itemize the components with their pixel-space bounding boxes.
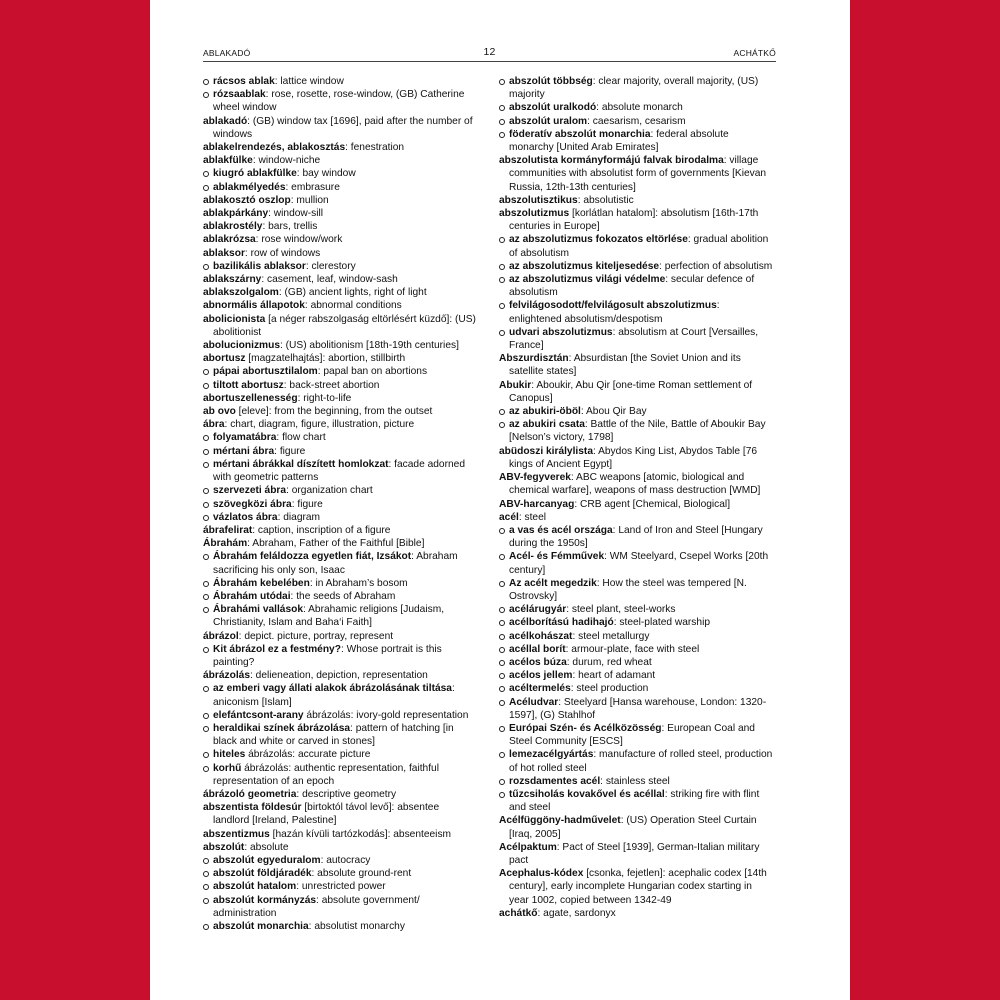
sub-entry: [499, 682, 774, 695]
sub-entry: [499, 577, 774, 603]
headword: lemezacélgyártás: [509, 749, 594, 761]
definition: : clear majority, overall majority, (US) majority: [509, 76, 759, 101]
headword: acél: [499, 511, 519, 523]
headword: ABV-harcanyag: [499, 498, 575, 510]
headword: heraldikai színek ábrázolása: [213, 722, 351, 734]
definition: : window-sill: [268, 208, 324, 220]
sub-entry: [499, 233, 774, 259]
page-number: 12: [483, 46, 496, 58]
headword: abszentista földesúr: [203, 802, 302, 814]
headword: abszolút: [203, 841, 245, 853]
sub-entry: [203, 867, 478, 880]
headword: rozsdamentes acél: [509, 775, 601, 787]
dictionary-entry: [499, 907, 774, 920]
sub-entry: [203, 379, 478, 392]
sub-entry: [203, 88, 478, 114]
headword: szövegközi ábra: [213, 498, 292, 510]
sub-entry: [203, 167, 478, 180]
definition: : autocracy: [320, 854, 371, 866]
headword: ablakrózsa: [203, 234, 256, 246]
definition: : figure: [274, 445, 306, 457]
dictionary-entry: [499, 207, 774, 233]
definition: [hazán kívüli tartózkodás]: absenteeism: [269, 828, 452, 840]
headword: abszolút hatalom: [213, 881, 297, 893]
definition: ábrázolás: ivory-gold representation: [303, 709, 469, 721]
headword: Ábrahám feláldozza egyetlen fiát, Izsákot: [213, 551, 412, 563]
definition: : enlightened absolutism/despotism: [509, 300, 720, 325]
sub-entry: [499, 299, 774, 325]
dictionary-entry: [203, 537, 478, 550]
definition: : absolute monarch: [596, 102, 683, 114]
headword: Acél- és Fémművek: [509, 551, 605, 563]
headword: Acéludvar: [509, 696, 559, 708]
headword: Ábrahám utódai: [213, 590, 291, 602]
headword: ábrázolás: [203, 670, 250, 682]
headword: acélos búza: [509, 656, 567, 668]
definition: : facade adorned with geometric patterns: [213, 458, 465, 484]
sub-entry: [499, 418, 774, 444]
headword: az abszolutizmus kiteljesedése: [509, 260, 660, 272]
definition: : bars, trellis: [262, 221, 318, 233]
definition: : pattern of hatching [in black and white or carved in stones]: [213, 722, 454, 748]
definition: : embrasure: [285, 181, 340, 193]
headword: Abszurdisztán: [499, 353, 569, 365]
headword: abszentizmus: [203, 828, 270, 840]
headword: abortusz: [203, 353, 246, 365]
sub-entry: [499, 101, 774, 114]
sub-entry: [499, 524, 774, 550]
headword: Ábrahám kebelében: [213, 577, 310, 589]
dictionary-entry: [203, 194, 478, 207]
sub-entry: [203, 854, 478, 867]
headword: Acélfüggöny-hadművelet: [499, 815, 621, 827]
headword: az abukiri-öböl: [509, 406, 581, 418]
dictionary-entry: [203, 841, 478, 854]
headword: ábrázoló geometria: [203, 788, 297, 800]
headword: acéltermelés: [509, 683, 571, 695]
dictionary-entry: [203, 630, 478, 643]
headword: acélkohászat: [509, 630, 573, 642]
sub-entry: [203, 458, 478, 484]
headword: mértani ábra: [213, 445, 275, 457]
headword: ablakmélyedés: [213, 181, 286, 193]
definition: : depict. picture, portray, represent: [238, 630, 394, 642]
sub-entry: [203, 181, 478, 194]
definition: : Abydos King List, Abydos Table [76 kings of Ancient Egypt]: [509, 445, 758, 470]
definition: : flow chart: [276, 432, 326, 444]
headword: ablakosztó oszlop: [203, 194, 291, 206]
sub-entry: [203, 920, 478, 933]
dictionary-entry: [203, 207, 478, 220]
definition: : right-to-life: [297, 392, 352, 404]
sub-entry: [499, 616, 774, 629]
definition: : abnormal conditions: [304, 300, 402, 312]
headword: abszolutista kormányformájú falvak birodalma: [499, 155, 724, 167]
sub-entry: [499, 260, 774, 273]
headword: bazilikális ablaksor: [213, 260, 306, 272]
definition: : caesarism, cesarism: [587, 115, 686, 127]
sub-entry: [203, 484, 478, 497]
headword: abortuszellenesség: [203, 392, 298, 404]
definition: : absolutist monarchy: [308, 921, 405, 932]
dictionary-entry: [203, 286, 478, 299]
headword: Ábrahám: [203, 538, 248, 550]
headword: szervezeti ábra: [213, 485, 287, 497]
definition: : absolutism at Court [Versailles, France]: [509, 326, 759, 352]
definition: : stainless steel: [600, 775, 670, 787]
definition: ábrázolás: authentic representation, faithful representation of an epoch: [213, 762, 439, 787]
headword: Ábrahámi vallások: [213, 604, 304, 616]
definition: : village communities with absolutist form of governments [Kievan Russia, 12th-13th centuries]: [509, 155, 767, 193]
headword: rózsaablak: [213, 89, 266, 101]
dictionary-entry: [203, 154, 478, 167]
sub-entry: [499, 550, 774, 576]
definition: : steel metallurgy: [572, 630, 650, 642]
definition: : Whose portrait is this painting?: [213, 643, 442, 668]
definition: ábrázolás: accurate picture: [245, 749, 371, 761]
dictionary-entry: [499, 445, 774, 471]
sub-entry: [203, 511, 478, 524]
dictionary-entry: [203, 313, 478, 339]
definition: : steel plant, steel-works: [566, 604, 676, 616]
dictionary-entry: [203, 115, 478, 141]
definition: : absolute government/ administration: [213, 894, 420, 919]
definition: : diagram: [277, 511, 321, 523]
headword: achátkő: [499, 907, 538, 919]
definition: [korlátlan hatalom]: absolutism [16th-17th centuries in Europe]: [509, 208, 759, 233]
sub-entry: [499, 775, 774, 788]
definition: : papal ban on abortions: [317, 366, 428, 378]
definition: : caption, inscription of a figure: [252, 524, 391, 536]
headword: hiteles: [213, 749, 246, 761]
dictionary-entry: [499, 471, 774, 497]
headword: tiltott abortusz: [213, 379, 284, 391]
header-last-entry: ACHÁTKŐ: [733, 48, 776, 58]
headword: ablakelrendezés, ablakosztás: [203, 142, 346, 154]
headword: Az acélt megedzik: [509, 577, 597, 589]
headword: korhű: [213, 762, 242, 774]
headword: abszolút monarchia: [213, 921, 309, 932]
sub-entry: [499, 748, 774, 774]
definition: : (GB) ancient lights, right of light: [278, 287, 427, 299]
definition: : clerestory: [305, 260, 356, 272]
sub-entry: [499, 696, 774, 722]
definition: : heart of adamant: [572, 670, 656, 682]
headword: mértani ábrákkal díszített homlokzat: [213, 458, 389, 470]
headword: Kit ábrázol ez a festmény?: [213, 643, 341, 655]
headword: ablakfülke: [203, 155, 253, 167]
headword: abüdoszi királylista: [499, 445, 593, 457]
sub-entry: [203, 709, 478, 722]
definition: : Abraham, Father of the Faithful [Bible]: [247, 538, 425, 550]
definition: : Pact of Steel [1939], German-Italian military pact: [509, 841, 760, 866]
definition: : Battle of the Nile, Battle of Aboukir Bay [Nelson’s victory, 1798]: [509, 419, 766, 444]
header-first-entry: ABLAKADÓ: [203, 48, 251, 58]
sub-entry: [499, 326, 774, 352]
dictionary-entry: [499, 841, 774, 867]
definition: [a néger rabszolgaság eltörlésért küzdő]: (US) abolitionist: [213, 313, 476, 338]
dictionary-entry: [499, 154, 774, 194]
dictionary-entry: [203, 352, 478, 365]
headword: Abukir: [499, 379, 532, 391]
dictionary-entry: [203, 233, 478, 246]
sub-entry: [203, 722, 478, 748]
definition: : absolutistic: [577, 194, 634, 206]
headword: abnormális állapotok: [203, 300, 305, 312]
definition: : armour-plate, face with steel: [565, 643, 700, 655]
headword: Acephalus-kódex: [499, 868, 584, 880]
definition: : bay window: [296, 168, 356, 180]
definition: : back-street abortion: [283, 379, 380, 391]
sub-entry: [499, 669, 774, 682]
definition: : European Coal and Steel Community [ESCS]: [509, 722, 755, 748]
dictionary-entry: [203, 788, 478, 801]
definition: : absolute ground-rent: [311, 868, 412, 880]
headword: vázlatos ábra: [213, 511, 278, 523]
definition: : secular defence of absolutism: [509, 274, 755, 299]
headword: abszolút egyeduralom: [213, 854, 321, 866]
headword: abszolút uralkodó: [509, 102, 597, 114]
sub-entry: [499, 405, 774, 418]
sub-entry: [499, 722, 774, 748]
headword: ab ovo: [203, 406, 236, 418]
dictionary-page: [150, 0, 850, 1000]
definition: : window-niche: [252, 155, 321, 167]
definition: : row of windows: [244, 247, 321, 259]
headword: abszolutizmus: [499, 208, 570, 220]
sub-entry: [203, 75, 478, 88]
definition: : durum, red wheat: [566, 656, 652, 668]
dictionary-entry: [499, 194, 774, 207]
sub-entry: [499, 115, 774, 128]
headword: felvilágosodott/felvilágosult abszolutizmus: [509, 300, 717, 312]
definition: : casement, leaf, window-sash: [261, 274, 398, 286]
headword: udvari abszolutizmus: [509, 326, 613, 338]
definition: [eleve]: from the beginning, from the outset: [235, 406, 433, 418]
sub-entry: [499, 630, 774, 643]
headword: ablakszárny: [203, 274, 262, 286]
sub-entry: [499, 603, 774, 616]
definition: : gradual abolition of absolutism: [509, 234, 769, 259]
dictionary-entry: [499, 352, 774, 378]
dictionary-entry: [203, 220, 478, 233]
dictionary-entry: [203, 418, 478, 431]
right-column: [499, 75, 774, 920]
dictionary-entry: [499, 814, 774, 840]
headword: föderatív abszolút monarchia: [509, 128, 651, 140]
definition: : Absurdistan [the Soviet Union and its satellite states]: [509, 353, 741, 378]
definition: : Steelyard [Hansa warehouse, London: 1320-1597], (G) Stahlhof: [509, 696, 767, 721]
headword: az emberi vagy állati alakok ábrázolásának tiltása: [213, 683, 452, 695]
headword: acélos jellem: [509, 670, 573, 682]
definition: : aniconism [Islam]: [213, 683, 455, 708]
definition: : lattice window: [274, 76, 344, 87]
definition: : Land of Iron and Steel [Hungary during the 1950s]: [509, 524, 763, 550]
headword: abolucionizmus: [203, 340, 280, 352]
sub-entry: [499, 656, 774, 669]
sub-entry: [203, 603, 478, 629]
sub-entry: [203, 365, 478, 378]
headword: az abszolutizmus világi védelme: [509, 274, 666, 286]
definition: [birtoktól távol levő]: absentee landlord [Ireland, Palestine]: [213, 802, 440, 827]
definition: : rose, rosette, rose-window, (GB) Catherine wheel window: [213, 89, 465, 114]
dictionary-entry: [499, 379, 774, 405]
definition: : How the steel was tempered [N. Ostrovsky]: [509, 577, 747, 602]
dictionary-entry: [203, 299, 478, 312]
definition: : figure: [291, 498, 323, 510]
headword: folyamatábra: [213, 432, 277, 444]
sub-entry: [499, 75, 774, 101]
dictionary-entry: [203, 524, 478, 537]
headword: ablakszolgalom: [203, 287, 279, 299]
sub-entry: [203, 590, 478, 603]
headword: Európai Szén- és Acélközösség: [509, 722, 662, 734]
sub-entry: [499, 128, 774, 154]
headword: rácsos ablak: [213, 76, 275, 87]
dictionary-entry: [499, 511, 774, 524]
dictionary-entry: [203, 273, 478, 286]
sub-entry: [203, 431, 478, 444]
definition: : agate, sardonyx: [537, 907, 616, 919]
definition: : (GB) window tax [1696], paid after the number of windows: [213, 115, 473, 140]
headword: Acélpaktum: [499, 841, 557, 853]
dictionary-entry: [203, 141, 478, 154]
definition: : descriptive geometry: [296, 788, 397, 800]
definition: : WM Steelyard, Csepel Works [20th century]: [509, 551, 769, 576]
definition: : perfection of absolutism: [659, 260, 773, 272]
dictionary-entry: [499, 498, 774, 511]
headword: ábrázol: [203, 630, 239, 642]
definition: : Abou Qir Bay: [580, 406, 647, 418]
sub-entry: [203, 643, 478, 669]
headword: ABV-fegyverek: [499, 472, 571, 484]
headword: abszolút földjáradék: [213, 868, 312, 880]
dictionary-entry: [203, 669, 478, 682]
headword: acéllal borít: [509, 643, 566, 655]
definition: [magzatelhajtás]: abortion, stillbirth: [245, 353, 406, 365]
sub-entry: [203, 550, 478, 576]
definition: : unrestricted power: [296, 881, 386, 893]
headword: pápai abortusztilalom: [213, 366, 318, 378]
headword: kiugró ablakfülke: [213, 168, 297, 180]
headword: elefántcsont-arany: [213, 709, 304, 721]
headword: ábra: [203, 419, 225, 431]
dictionary-entry: [203, 828, 478, 841]
headword: abszolút kormányzás: [213, 894, 317, 906]
dictionary-entry: [203, 339, 478, 352]
sub-entry: [203, 577, 478, 590]
definition: : mullion: [290, 194, 329, 206]
definition: : striking fire with flint and steel: [509, 788, 760, 814]
definition: : delieneation, depiction, representation: [250, 670, 428, 682]
headword: abszolutisztikus: [499, 194, 578, 206]
definition: : the seeds of Abraham: [290, 590, 396, 602]
definition: [csonka, fejetlen]: acephalic codex [14th century], early incomplete Hungarian codex starting in year 1002, copied between 1342-49: [509, 868, 767, 906]
headword: az abszolutizmus fokozatos eltörlése: [509, 234, 688, 246]
definition: : Abrahamic religions [Judaism, Christianity, Islam and Baha‘i Faith]: [213, 604, 445, 629]
definition: : steel production: [570, 683, 649, 695]
sub-entry: [203, 894, 478, 920]
headword: tűzcsiholás kovakővel és acéllal: [509, 788, 665, 800]
headword: ablaksor: [203, 247, 245, 259]
sub-entry: [203, 260, 478, 273]
definition: : in Abraham’s bosom: [309, 577, 408, 589]
definition: : organization chart: [286, 485, 373, 497]
dictionary-entry: [499, 867, 774, 907]
headword: a vas és acél országa: [509, 524, 613, 536]
header-rule: [203, 61, 776, 62]
definition: : steel: [518, 511, 547, 523]
dictionary-entry: [203, 247, 478, 260]
headword: ablakrostély: [203, 221, 263, 233]
headword: az abukiri csata: [509, 419, 585, 431]
left-column: [203, 75, 478, 933]
dictionary-entry: [203, 392, 478, 405]
dictionary-entry: [203, 405, 478, 418]
headword: ablakpárkány: [203, 208, 269, 220]
definition: : Aboukir, Abu Qir [one-time Roman settlement of Canopus]: [509, 379, 753, 404]
definition: : manufacture of rolled steel, production of hot rolled steel: [509, 749, 773, 774]
sub-entry: [499, 273, 774, 299]
definition: : fenestration: [345, 142, 405, 154]
definition: : chart, diagram, figure, illustration, picture: [224, 419, 415, 431]
sub-entry: [499, 788, 774, 814]
headword: acélborítású hadihajó: [509, 617, 614, 629]
sub-entry: [203, 748, 478, 761]
definition: : ABC weapons [atomic, biological and chemical warfare], weapons of mass destruction [WMD]: [509, 472, 761, 497]
definition: : absolute: [244, 841, 289, 853]
definition: : steel-plated warship: [613, 617, 710, 629]
definition: : CRB agent [Chemical, Biological]: [574, 498, 731, 510]
headword: abolicionista: [203, 313, 266, 325]
definition: : rose window/work: [255, 234, 343, 246]
sub-entry: [203, 880, 478, 893]
sub-entry: [203, 682, 478, 708]
headword: abszolút többség: [509, 76, 593, 87]
sub-entry: [203, 498, 478, 511]
sub-entry: [203, 445, 478, 458]
definition: : (US) abolitionism [18th-19th centuries]: [279, 340, 459, 352]
dictionary-entry: [203, 801, 478, 827]
headword: ablakadó: [203, 115, 248, 127]
page-header: [203, 46, 776, 60]
headword: ábrafelirat: [203, 524, 253, 536]
sub-entry: [203, 762, 478, 788]
headword: abszolút uralom: [509, 115, 588, 127]
sub-entry: [499, 643, 774, 656]
headword: acélárugyár: [509, 604, 567, 616]
definition: : Abraham sacrificing his only son, Isaac: [213, 551, 458, 576]
definition: : (US) Operation Steel Curtain [Iraq, 2005]: [509, 815, 757, 840]
definition: : federal absolute monarchy [United Arab Emirates]: [509, 128, 729, 154]
